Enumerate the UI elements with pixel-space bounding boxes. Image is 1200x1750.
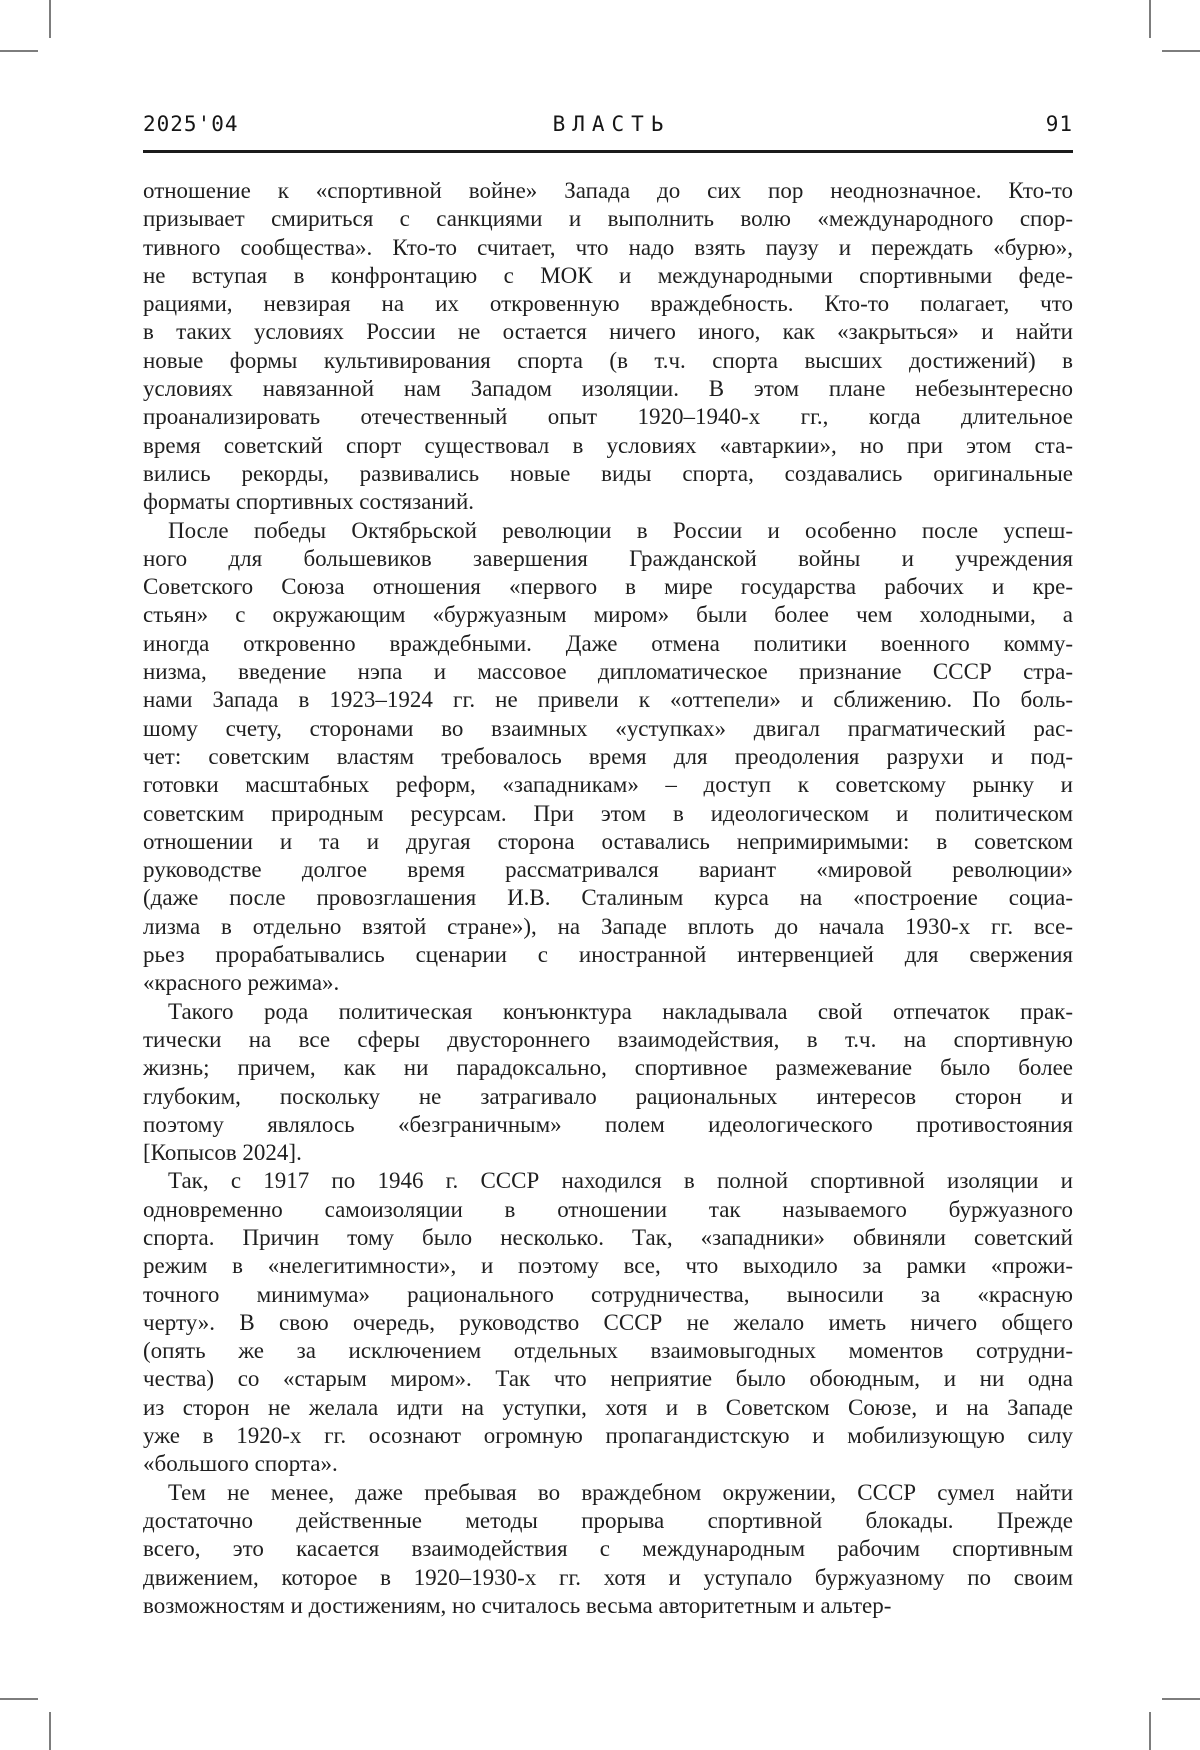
text-line: спорта. Причин тому было несколько. Так, «западники» обвиняли советский	[143, 1224, 1073, 1250]
text-line: руководстве долгое время рассматривался вариант «мировой революции»	[143, 857, 1073, 883]
text-line: из сторон не желала идти на уступки, хотя и в Советском Союзе, и на Западе	[143, 1394, 1073, 1420]
text-line: тически на все сферы двустороннего взаимодействия, в т.ч. на спортивную	[143, 1026, 1073, 1052]
paragraph	[143, 998, 1073, 1168]
text-line: проанализировать отечественный опыт 1920–1940-х гг., когда длительное	[143, 404, 1073, 430]
paragraph	[143, 517, 1073, 998]
crop-mark-bottom-right-vertical	[1149, 1712, 1151, 1750]
text-line: Так, с 1917 по 1946 г. СССР находился в полной спортивной изоляции и	[168, 1168, 1073, 1194]
text-line: время советский спорт существовал в условиях «автаркии», но при этом ста-	[143, 432, 1073, 458]
text-line: поэтому являлось «безграничным» полем идеологического противостояния	[143, 1111, 1073, 1137]
crop-mark-top-left-horizontal	[0, 50, 38, 52]
text-line: шому счету, сторонами во взаимных «уступках» двигал прагматический рас-	[143, 715, 1073, 741]
text-line: Такого рода политическая конъюнктура накладывала свой отпечаток прак-	[168, 998, 1073, 1024]
body-text	[143, 177, 1073, 1620]
text-line: Советского Союза отношения «первого в мире государства рабочих и кре-	[143, 574, 1073, 600]
text-line: (даже после провозглашения И.В. Сталиным курса на «построение социа-	[143, 885, 1073, 911]
text-line: рациями, невзирая на их откровенную враждебность. Кто-то полагает, что	[143, 291, 1073, 317]
text-line: низма, введение нэпа и массовое дипломатическое признание СССР стра-	[143, 659, 1073, 685]
text-line: призывает смириться с санкциями и выполнить волю «международного спор-	[143, 206, 1073, 232]
text-line: советским природным ресурсам. При этом в идеологическом и политическом	[143, 800, 1073, 826]
text-line: нами Запада в 1923–1924 гг. не привели к «оттепели» и сближению. По боль-	[143, 687, 1073, 713]
paragraph	[143, 1479, 1073, 1620]
text-line: (опять же за исключением отдельных взаимовыгодных моментов сотрудни-	[143, 1338, 1073, 1364]
paragraph	[143, 1167, 1073, 1478]
crop-mark-top-right-vertical	[1149, 0, 1151, 38]
text-line: отношение к «спортивной войне» Запада до сих пор неоднозначное. Кто-то	[143, 178, 1073, 203]
text-line: глубоким, поскольку не затрагивало рациональных интересов сторон и	[143, 1083, 1073, 1109]
crop-mark-bottom-left-horizontal	[0, 1698, 38, 1700]
text-line: лизма в отдельно взятой стране»), на Западе вплоть до начала 1930-х гг. все-	[143, 913, 1073, 939]
text-line: достаточно действенные методы прорыва спортивной блокады. Прежде	[143, 1507, 1073, 1533]
text-line: [Копысов 2024].	[143, 1140, 302, 1166]
crop-mark-bottom-left-vertical	[49, 1712, 51, 1750]
text-line: режим в «нелегитимности», и поэтому все, что выходило за рамки «прожи-	[143, 1253, 1073, 1279]
text-line: вились рекорды, развивались новые виды спорта, создавались оригинальные	[143, 460, 1073, 486]
crop-mark-bottom-right-horizontal	[1162, 1698, 1200, 1700]
journal-title: ВЛАСТЬ	[552, 112, 671, 136]
text-line: иногда откровенно враждебными. Даже отмена политики военного комму-	[143, 630, 1073, 656]
text-line: готовки масштабных реформ, «западникам» – доступ к советскому рынку и	[143, 772, 1073, 798]
text-line: точного минимума» рационального сотрудничества, выносили за «красную	[143, 1281, 1073, 1307]
text-line: отношении и та и другая сторона оставались непримиримыми: в советском	[143, 828, 1073, 854]
crop-mark-top-left-vertical	[49, 0, 51, 38]
text-line: в таких условиях России не остается ничего иного, как «закрыться» и найти	[143, 319, 1073, 345]
paragraph	[143, 177, 1073, 517]
text-line: черту». В свою очередь, руководство СССР не желало иметь ничего общего	[143, 1309, 1073, 1335]
text-line: Тем не менее, даже пребывая во враждебном окружении, СССР сумел найти	[168, 1479, 1073, 1505]
crop-mark-top-right-horizontal	[1162, 50, 1200, 52]
text-line: «большого спорта».	[143, 1451, 338, 1477]
text-line: всего, это касается взаимодействия с международным рабочим спортивным	[143, 1536, 1073, 1562]
text-line: стьян» с окружающим «буржуазным миром» были более чем холодными, а	[143, 602, 1073, 628]
text-line: тивного сообщества». Кто-то считает, что надо взять паузу и переждать «бурю»,	[143, 234, 1073, 260]
text-line: чества) со «старым миром». Так что неприятие было обоюдным, и ни одна	[143, 1366, 1073, 1392]
header-rule	[143, 150, 1073, 153]
text-line: одновременно самоизоляции в отношении так называемого буржуазного	[143, 1196, 1073, 1222]
text-line: возможностям и достижениям, но считалось весьма авторитетным и альтер-	[143, 1592, 892, 1618]
journal-issue: 2025'04	[143, 112, 239, 136]
text-line: чет: советским властям требовалось время для преодоления разрухи и под-	[143, 743, 1073, 769]
text-line: условиях навязанной нам Западом изоляции. В этом плане небезынтересно	[143, 376, 1073, 402]
text-line: жизнь; причем, как ни парадоксально, спортивное размежевание было более	[143, 1055, 1073, 1081]
page-content	[143, 0, 1073, 1620]
text-line: форматы спортивных состязаний.	[143, 489, 475, 515]
text-line: «красного режима».	[143, 970, 340, 996]
page-number: 91	[1045, 112, 1073, 136]
text-line: рьез прорабатывались сценарии с иностранной интервенцией для свержения	[143, 942, 1073, 968]
text-line: ного для большевиков завершения Гражданской войны и учреждения	[143, 545, 1073, 571]
running-head	[143, 0, 1073, 136]
text-line: не вступая в конфронтацию с МОК и международными спортивными феде-	[143, 262, 1073, 288]
text-line: уже в 1920-х гг. осознают огромную пропагандистскую и мобилизующую силу	[143, 1423, 1073, 1449]
text-line: новые формы культивирования спорта (в т.ч. спорта высших достижений) в	[143, 347, 1073, 373]
text-line: После победы Октябрьской революции в России и особенно после успеш-	[168, 517, 1073, 543]
text-line: движением, которое в 1920–1930-х гг. хотя и уступало буржуазному по своим	[143, 1564, 1073, 1590]
